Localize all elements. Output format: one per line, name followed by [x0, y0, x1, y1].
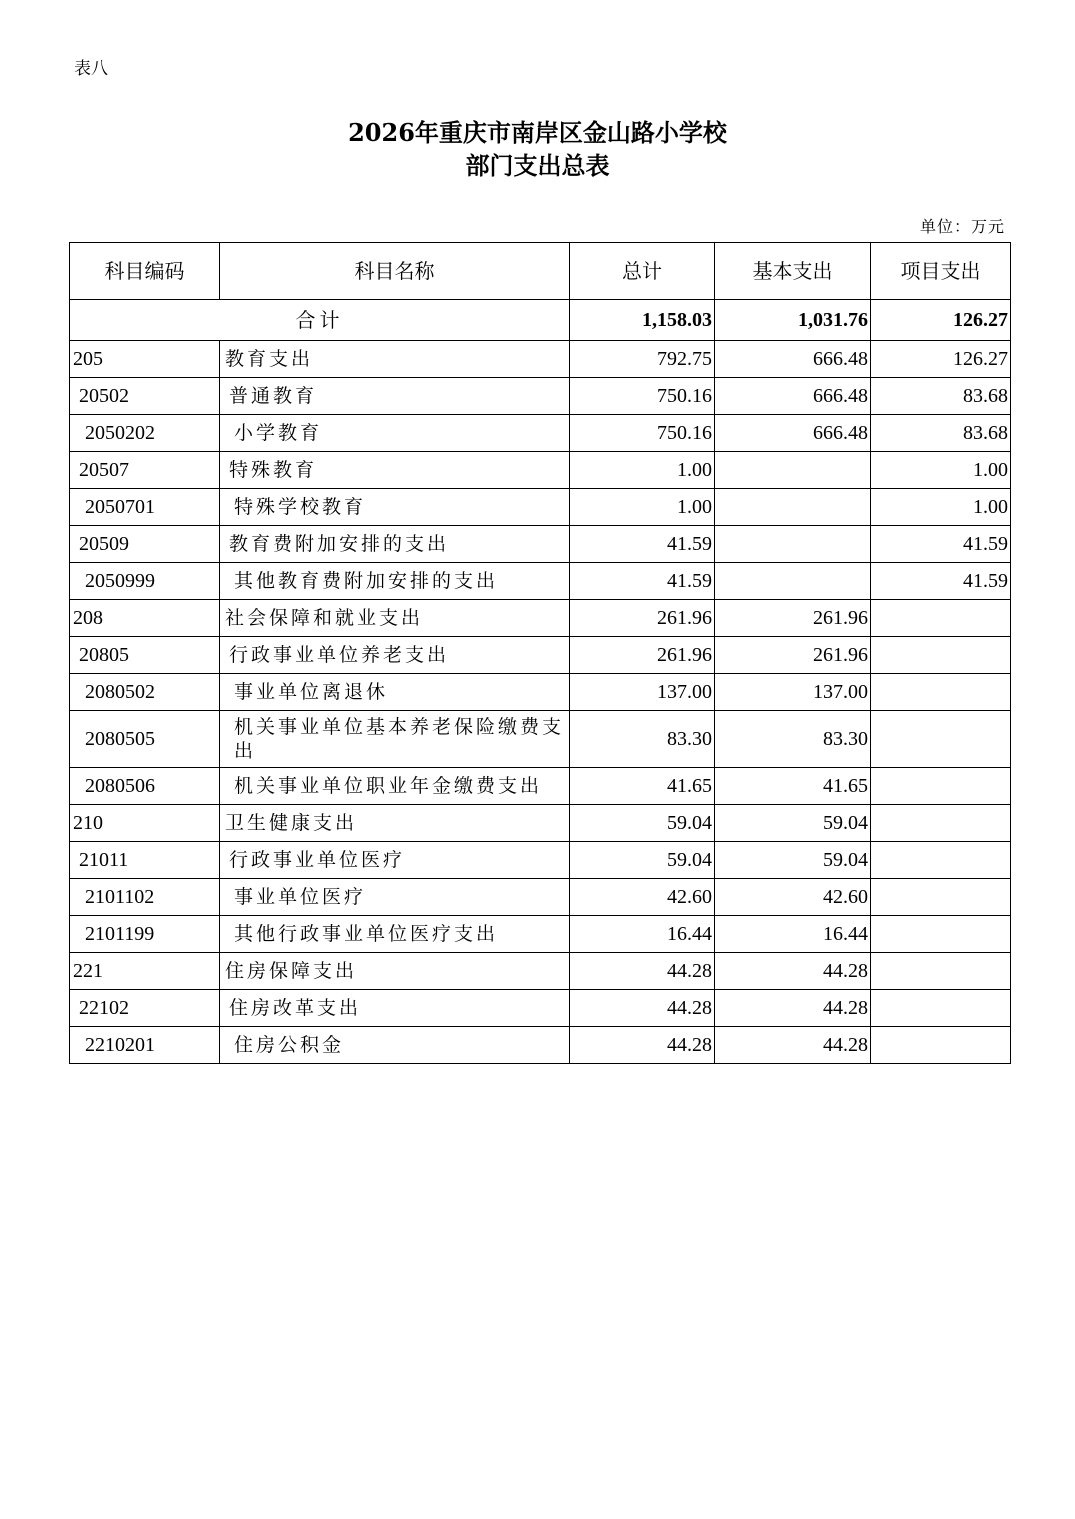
header-total: 总计: [570, 243, 715, 300]
cell-name: 小学教育: [220, 415, 570, 452]
cell-code: 2210201: [70, 1027, 220, 1064]
cell-code: 2101102: [70, 879, 220, 916]
cell-total: 41.59: [570, 526, 715, 563]
cell-code: 2080502: [70, 674, 220, 711]
cell-basic: [715, 563, 871, 600]
cell-basic: 44.28: [715, 1027, 871, 1064]
cell-name: 住房改革支出: [220, 990, 570, 1027]
cell-code: 2101199: [70, 916, 220, 953]
cell-name: 社会保障和就业支出: [220, 600, 570, 637]
cell-name: 教育费附加安排的支出: [220, 526, 570, 563]
cell-basic: 137.00: [715, 674, 871, 711]
table-row: [70, 489, 1011, 526]
cell-basic: [715, 489, 871, 526]
cell-total: 44.28: [570, 1027, 715, 1064]
table-row: [70, 768, 1011, 805]
cell-code: 210: [70, 805, 220, 842]
cell-basic: 59.04: [715, 805, 871, 842]
cell-basic: 44.28: [715, 953, 871, 990]
cell-total: 59.04: [570, 805, 715, 842]
table-row: [70, 711, 1011, 768]
cell-project: [871, 637, 1011, 674]
cell-total: 750.16: [570, 415, 715, 452]
table-header-row: [70, 243, 1011, 300]
table-row: [70, 637, 1011, 674]
cell-basic: 666.48: [715, 341, 871, 378]
cell-name: 住房公积金: [220, 1027, 570, 1064]
cell-basic: 261.96: [715, 600, 871, 637]
cell-code: 21011: [70, 842, 220, 879]
table-row: [70, 378, 1011, 415]
cell-project: [871, 711, 1011, 768]
unit-label: 单位：万元: [919, 217, 1005, 236]
cell-code: 22102: [70, 990, 220, 1027]
cell-code: 2080505: [70, 711, 220, 768]
cell-project: [871, 1027, 1011, 1064]
cell-name: 事业单位离退休: [220, 674, 570, 711]
cell-project: 83.68: [871, 415, 1011, 452]
cell-total: 261.96: [570, 637, 715, 674]
cell-total: 44.28: [570, 953, 715, 990]
cell-name: 住房保障支出: [220, 953, 570, 990]
cell-total: 137.00: [570, 674, 715, 711]
table-row: [70, 600, 1011, 637]
cell-total: 16.44: [570, 916, 715, 953]
cell-total: 261.96: [570, 600, 715, 637]
cell-project: 126.27: [871, 341, 1011, 378]
cell-project: [871, 990, 1011, 1027]
cell-name: 机关事业单位职业年金缴费支出: [220, 768, 570, 805]
table-row: [70, 916, 1011, 953]
cell-name: 教育支出: [220, 341, 570, 378]
table-row: [70, 674, 1011, 711]
table-row: [70, 415, 1011, 452]
table-row: [70, 953, 1011, 990]
table-row: [70, 990, 1011, 1027]
cell-project: [871, 805, 1011, 842]
cell-project: 41.59: [871, 563, 1011, 600]
table-row: [70, 842, 1011, 879]
cell-code: 208: [70, 600, 220, 637]
table-row: [70, 526, 1011, 563]
cell-basic: 666.48: [715, 378, 871, 415]
cell-total: 750.16: [570, 378, 715, 415]
cell-total: 1.00: [570, 489, 715, 526]
table-row: [70, 879, 1011, 916]
cell-code: 20502: [70, 378, 220, 415]
cell-basic: 16.44: [715, 916, 871, 953]
cell-total: 42.60: [570, 879, 715, 916]
cell-code: 2050701: [70, 489, 220, 526]
cell-basic: 261.96: [715, 637, 871, 674]
cell-basic: 41.65: [715, 768, 871, 805]
total-row: [70, 300, 1011, 341]
cell-total: 44.28: [570, 990, 715, 1027]
cell-name: 普通教育: [220, 378, 570, 415]
cell-total: 41.65: [570, 768, 715, 805]
cell-basic: 666.48: [715, 415, 871, 452]
table-row: [70, 563, 1011, 600]
cell-code: 2080506: [70, 768, 220, 805]
total-sum: 1,158.03: [570, 300, 715, 341]
header-name: 科目名称: [220, 243, 570, 300]
expenditure-table: [69, 242, 1011, 1064]
cell-total: 41.59: [570, 563, 715, 600]
cell-basic: 59.04: [715, 842, 871, 879]
cell-name: 行政事业单位养老支出: [220, 637, 570, 674]
document-label: 表八: [74, 59, 108, 79]
cell-project: 41.59: [871, 526, 1011, 563]
cell-project: [871, 842, 1011, 879]
cell-project: [871, 600, 1011, 637]
page-subtitle: 部门支出总表: [465, 151, 610, 180]
cell-project: [871, 674, 1011, 711]
table-row: [70, 1027, 1011, 1064]
cell-code: 20509: [70, 526, 220, 563]
cell-name: 特殊教育: [220, 452, 570, 489]
cell-project: [871, 916, 1011, 953]
header-basic: 基本支出: [715, 243, 871, 300]
cell-name: 其他行政事业单位医疗支出: [220, 916, 570, 953]
cell-code: 20507: [70, 452, 220, 489]
cell-total: 1.00: [570, 452, 715, 489]
total-basic: 1,031.76: [715, 300, 871, 341]
cell-name: 事业单位医疗: [220, 879, 570, 916]
cell-name: 行政事业单位医疗: [220, 842, 570, 879]
cell-project: 1.00: [871, 452, 1011, 489]
cell-total: 792.75: [570, 341, 715, 378]
cell-basic: 83.30: [715, 711, 871, 768]
cell-name: 其他教育费附加安排的支出: [220, 563, 570, 600]
cell-basic: 42.60: [715, 879, 871, 916]
cell-project: [871, 953, 1011, 990]
cell-total: 59.04: [570, 842, 715, 879]
cell-project: 1.00: [871, 489, 1011, 526]
page-title: 2026年重庆市南岸区金山路小学校: [348, 118, 727, 147]
cell-code: 2050202: [70, 415, 220, 452]
cell-basic: [715, 452, 871, 489]
header-code: 科目编码: [70, 243, 220, 300]
cell-code: 205: [70, 341, 220, 378]
cell-code: 20805: [70, 637, 220, 674]
cell-name: 机关事业单位基本养老保险缴费支出: [220, 711, 570, 768]
header-project: 项目支出: [871, 243, 1011, 300]
cell-project: [871, 879, 1011, 916]
total-project: 126.27: [871, 300, 1011, 341]
table-row: [70, 452, 1011, 489]
cell-name: 卫生健康支出: [220, 805, 570, 842]
cell-name: 特殊学校教育: [220, 489, 570, 526]
cell-total: 83.30: [570, 711, 715, 768]
cell-code: 2050999: [70, 563, 220, 600]
cell-basic: 44.28: [715, 990, 871, 1027]
cell-project: [871, 768, 1011, 805]
table-row: [70, 341, 1011, 378]
cell-basic: [715, 526, 871, 563]
cell-project: 83.68: [871, 378, 1011, 415]
table-row: [70, 805, 1011, 842]
cell-code: 221: [70, 953, 220, 990]
total-label: 合计: [70, 300, 570, 341]
